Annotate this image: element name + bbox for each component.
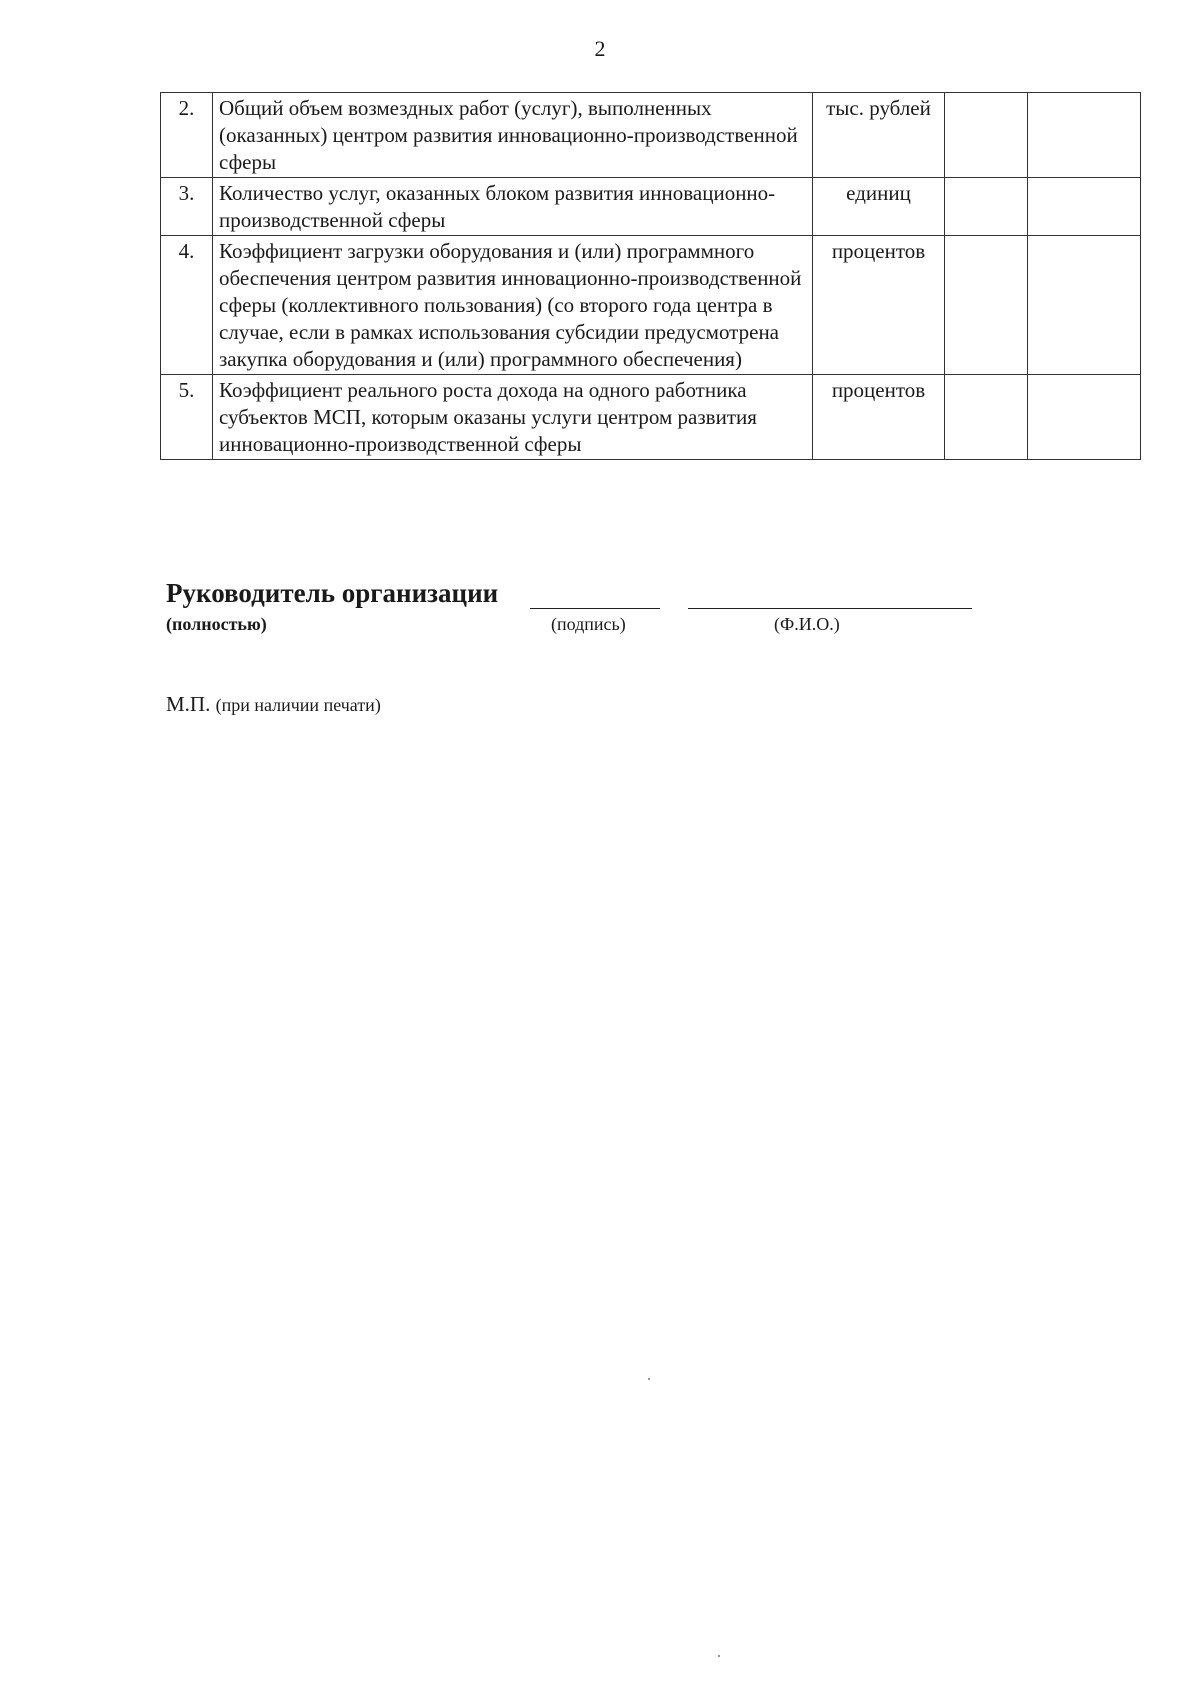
signature-line bbox=[530, 608, 660, 609]
row-number: 2. bbox=[161, 93, 213, 178]
signature-note: (подпись) bbox=[551, 614, 626, 634]
value-cell-2 bbox=[1028, 178, 1141, 236]
unit-cell: процентов bbox=[813, 236, 945, 375]
indicator-name: Общий объем возмездных работ (услуг), выполненных (оказанных) центром развития инновационно-производственной сферы bbox=[213, 93, 813, 178]
table-row bbox=[161, 375, 1141, 460]
page-number: 2 bbox=[594, 36, 606, 61]
table-row bbox=[161, 178, 1141, 236]
indicators-table bbox=[160, 92, 1141, 460]
unit-cell: процентов bbox=[813, 375, 945, 460]
stamp-label: М.П. bbox=[166, 692, 211, 716]
stamp-note bbox=[166, 692, 381, 717]
indicator-name: Количество услуг, оказанных блоком развития инновационно-производственной сферы bbox=[213, 178, 813, 236]
unit-cell: единиц bbox=[813, 178, 945, 236]
value-cell-1 bbox=[945, 375, 1028, 460]
value-cell-1 bbox=[945, 93, 1028, 178]
value-cell-1 bbox=[945, 178, 1028, 236]
row-number: 3. bbox=[161, 178, 213, 236]
signature-block bbox=[166, 578, 498, 609]
name-line bbox=[688, 608, 972, 609]
full-name-note: (полностью) bbox=[166, 614, 267, 634]
scan-speck bbox=[718, 1655, 720, 1657]
scan-speck bbox=[648, 1378, 650, 1380]
value-cell-1 bbox=[945, 236, 1028, 375]
stamp-condition: (при наличии печати) bbox=[215, 695, 381, 715]
indicator-name: Коэффициент реального роста дохода на одного работника субъектов МСП, которым оказаны услуги центром развития инновационно-производственной сферы bbox=[213, 375, 813, 460]
indicator-name: Коэффициент загрузки оборудования и (или) программного обеспечения центром развития инновационно-производственной сферы (коллективного пользования) (со второго года центра в случае, если в рамках использования субсидии предусмотрена закупка оборудования и (или) программного обеспечения) bbox=[213, 236, 813, 375]
row-number: 4. bbox=[161, 236, 213, 375]
unit-cell: тыс. рублей bbox=[813, 93, 945, 178]
value-cell-2 bbox=[1028, 93, 1141, 178]
fio-note: (Ф.И.О.) bbox=[774, 614, 840, 634]
row-number: 5. bbox=[161, 375, 213, 460]
signature-title: Руководитель организации bbox=[166, 578, 499, 608]
value-cell-2 bbox=[1028, 375, 1141, 460]
table-row bbox=[161, 236, 1141, 375]
table-row bbox=[161, 93, 1141, 178]
value-cell-2 bbox=[1028, 236, 1141, 375]
